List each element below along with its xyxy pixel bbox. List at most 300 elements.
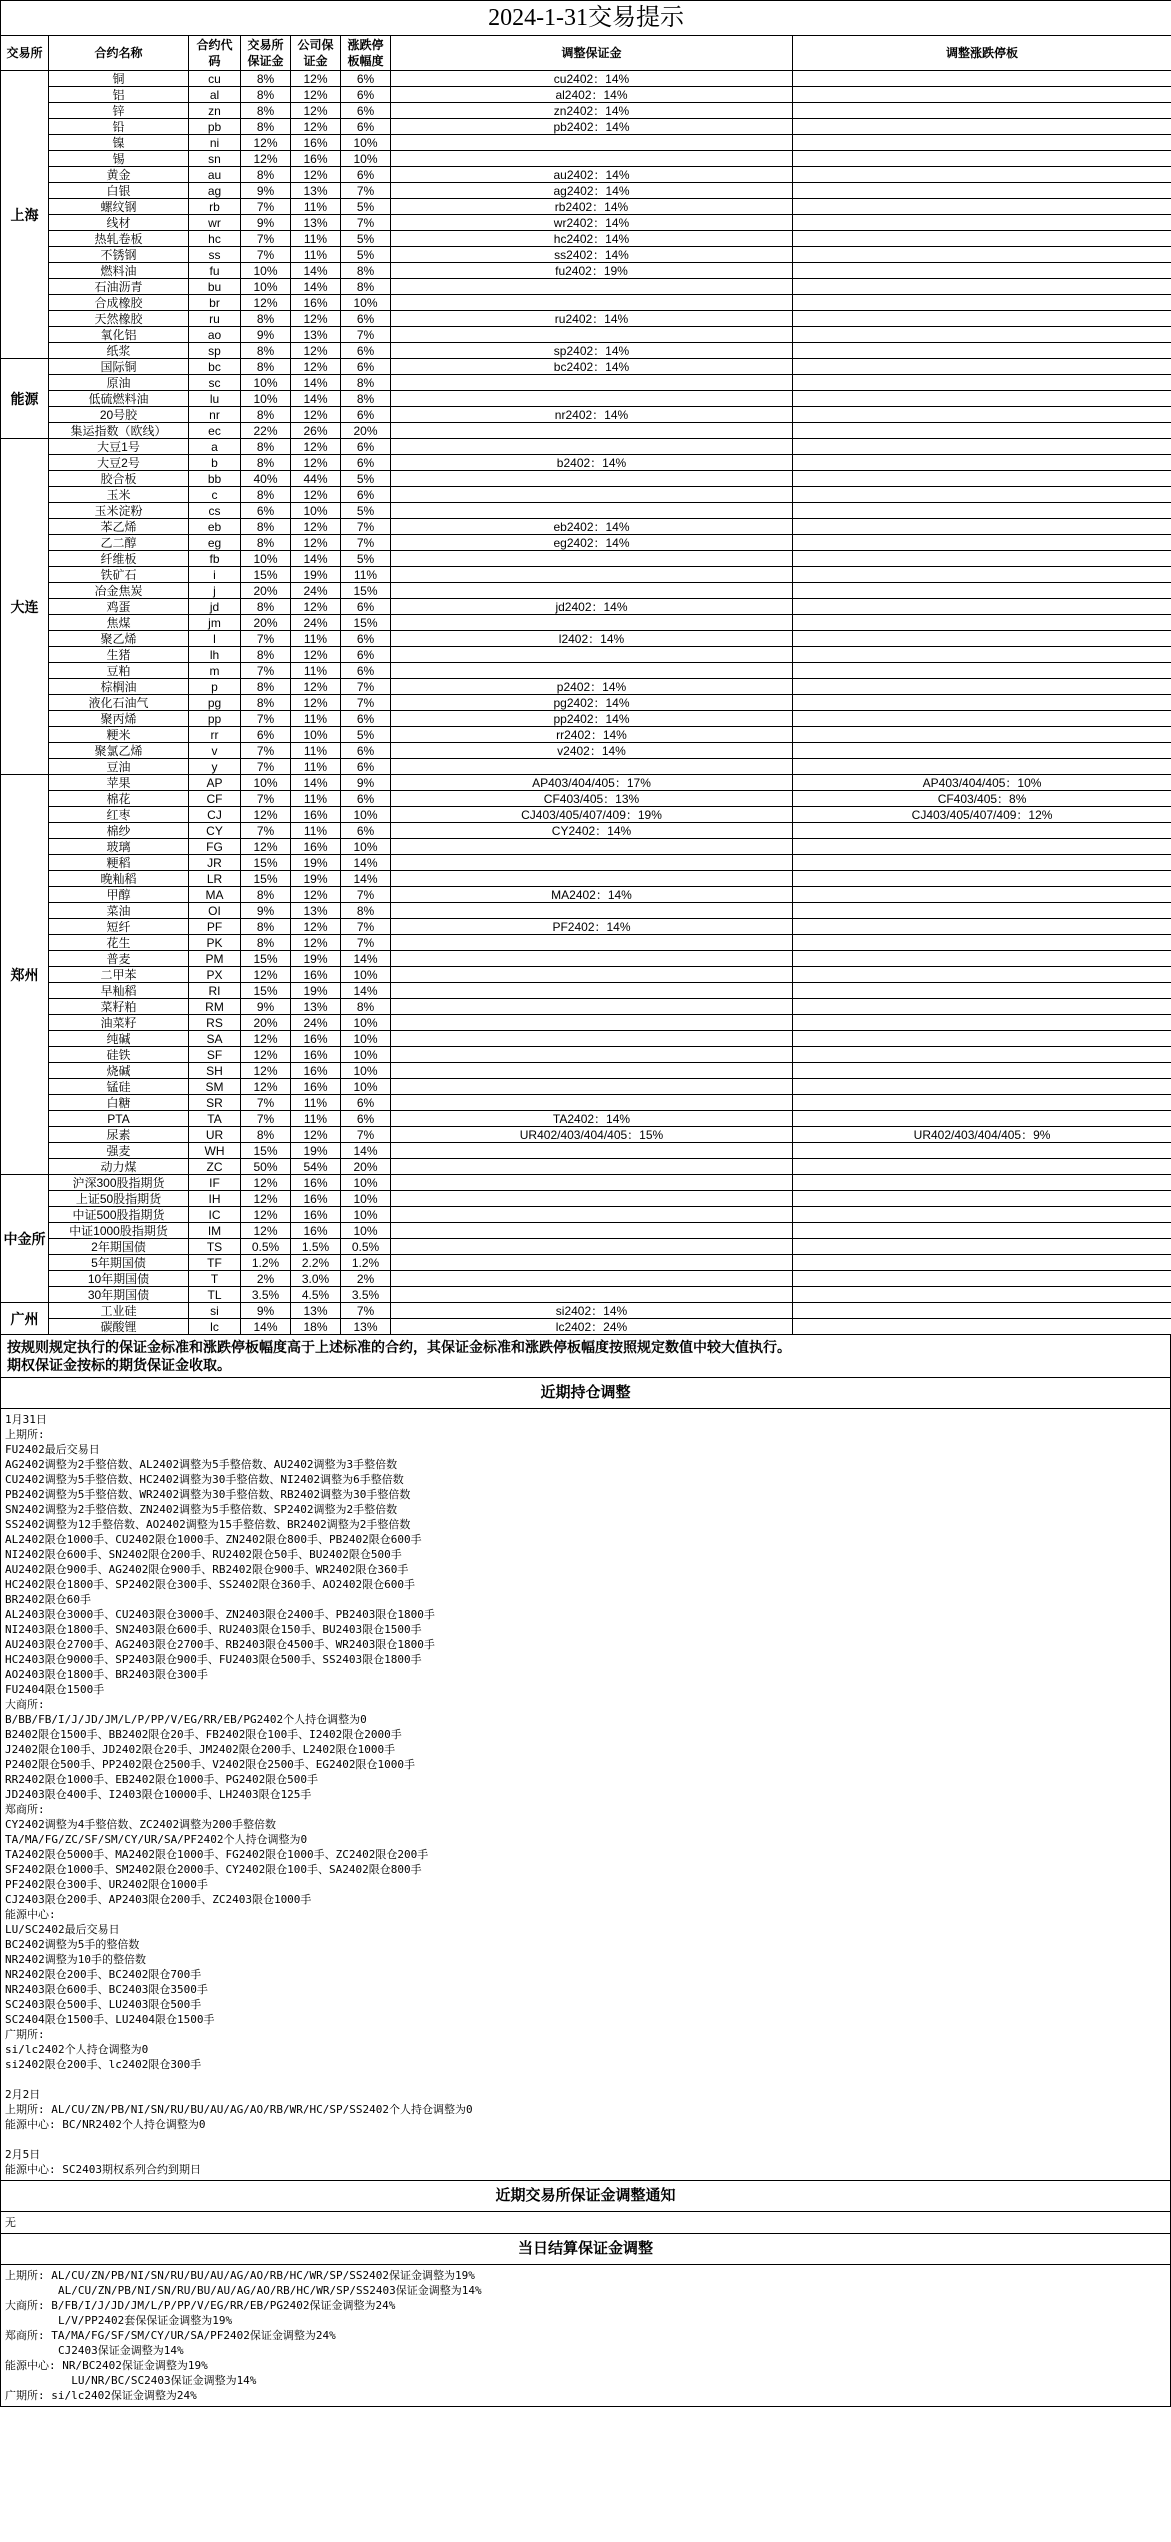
- adjusted-margin-cell: [391, 583, 793, 599]
- adjusted-limit-cell: CJ403/405/407/409：12%: [793, 807, 1171, 823]
- table-row: [1, 87, 1171, 103]
- adjusted-limit-cell: [793, 215, 1171, 231]
- table-row: [1, 711, 1171, 727]
- position-line: SC2404限仓1500手、LU2404限仓1500手: [5, 2013, 215, 2026]
- header-company-margin: 公司保证金: [291, 36, 341, 71]
- table-row: [1, 359, 1171, 375]
- table-row: [1, 231, 1171, 247]
- table-row: [1, 487, 1171, 503]
- contract-name-cell: 氧化铝: [49, 327, 189, 343]
- contract-name-cell: 铜: [49, 71, 189, 87]
- table-row: [1, 791, 1171, 807]
- contract-name-cell: 菜油: [49, 903, 189, 919]
- adjusted-margin-cell: [391, 1079, 793, 1095]
- exchange-margin-cell: 12%: [241, 1031, 291, 1047]
- exchange-margin-cell: 22%: [241, 423, 291, 439]
- table-row: [1, 1095, 1171, 1111]
- company-margin-cell: 13%: [291, 215, 341, 231]
- adjusted-margin-cell: [391, 1047, 793, 1063]
- position-line: SS2402调整为12手整倍数、AO2402调整为15手整倍数、BR2402调整为2手整倍数: [5, 1518, 411, 1531]
- position-line: 2月5日: [5, 2148, 41, 2161]
- table-row: [1, 855, 1171, 871]
- contract-name-cell: 锌: [49, 103, 189, 119]
- company-margin-cell: 11%: [291, 711, 341, 727]
- exchange-margin-cell: 8%: [241, 407, 291, 423]
- adjusted-margin-cell: [391, 1015, 793, 1031]
- adjusted-margin-cell: cu2402：14%: [391, 71, 793, 87]
- contract-code-cell: IF: [189, 1175, 241, 1191]
- table-row: [1, 647, 1171, 663]
- adjusted-margin-cell: ss2402：14%: [391, 247, 793, 263]
- table-row: [1, 119, 1171, 135]
- company-margin-cell: 54%: [291, 1159, 341, 1175]
- contract-code-cell: cu: [189, 71, 241, 87]
- settlement-adjust-title: 当日结算保证金调整: [0, 2234, 1171, 2265]
- contract-code-cell: jm: [189, 615, 241, 631]
- adjusted-limit-cell: [793, 119, 1171, 135]
- company-margin-cell: 12%: [291, 407, 341, 423]
- exchange-margin-cell: 12%: [241, 1207, 291, 1223]
- adjusted-margin-cell: [391, 1287, 793, 1303]
- contract-code-cell: b: [189, 455, 241, 471]
- limit-range-cell: 10%: [341, 135, 391, 151]
- table-row: [1, 775, 1171, 791]
- limit-range-cell: 7%: [341, 535, 391, 551]
- limit-range-cell: 6%: [341, 743, 391, 759]
- table-row: [1, 247, 1171, 263]
- exchange-margin-cell: 9%: [241, 999, 291, 1015]
- adjusted-limit-cell: [793, 727, 1171, 743]
- adjusted-margin-cell: CJ403/405/407/409：19%: [391, 807, 793, 823]
- limit-range-cell: 5%: [341, 231, 391, 247]
- contract-code-cell: rb: [189, 199, 241, 215]
- position-line: CU2402调整为5手整倍数、HC2402调整为30手整倍数、NI2402调整为6手整倍数: [5, 1473, 404, 1486]
- limit-range-cell: 7%: [341, 887, 391, 903]
- position-line: NI2403限仓1800手、SN2403限仓600手、RU2403限仓150手、BU2403限仓1500手: [5, 1623, 422, 1636]
- contract-code-cell: fb: [189, 551, 241, 567]
- contract-code-cell: lc: [189, 1319, 241, 1335]
- adjusted-margin-cell: bc2402：14%: [391, 359, 793, 375]
- table-row: [1, 215, 1171, 231]
- company-margin-cell: 16%: [291, 839, 341, 855]
- header-adjusted-margin: 调整保证金: [391, 36, 793, 71]
- contract-code-cell: si: [189, 1303, 241, 1319]
- company-margin-cell: 16%: [291, 807, 341, 823]
- exchange-margin-cell: 7%: [241, 743, 291, 759]
- adjusted-limit-cell: [793, 1031, 1171, 1047]
- limit-range-cell: 8%: [341, 903, 391, 919]
- company-margin-cell: 16%: [291, 1223, 341, 1239]
- contract-code-cell: eb: [189, 519, 241, 535]
- table-row: [1, 999, 1171, 1015]
- adjusted-limit-cell: [793, 183, 1171, 199]
- table-row: [1, 583, 1171, 599]
- adjusted-margin-cell: hc2402：14%: [391, 231, 793, 247]
- table-header-row: [1, 36, 1171, 71]
- adjusted-margin-cell: [391, 471, 793, 487]
- adjusted-limit-cell: [793, 1175, 1171, 1191]
- position-line: CY2402调整为4手整倍数、ZC2402调整为200手整倍数: [5, 1818, 276, 1831]
- position-line: AU2403限仓2700手、AG2403限仓2700手、RB2403限仓4500手、WR2403限仓1800手: [5, 1638, 435, 1651]
- contract-code-cell: lu: [189, 391, 241, 407]
- adjusted-limit-cell: [793, 231, 1171, 247]
- company-margin-cell: 11%: [291, 631, 341, 647]
- limit-range-cell: 6%: [341, 343, 391, 359]
- contract-code-cell: RI: [189, 983, 241, 999]
- settlement-line: LU/NR/BC/SC2403保证金调整为14%: [5, 2374, 257, 2387]
- position-line: AL2403限仓3000手、CU2403限仓3000手、ZN2403限仓2400手、PB2403限仓1800手: [5, 1608, 435, 1621]
- limit-range-cell: 8%: [341, 263, 391, 279]
- position-line: 上期所:: [5, 1428, 45, 1441]
- contract-code-cell: SF: [189, 1047, 241, 1063]
- company-margin-cell: 19%: [291, 951, 341, 967]
- company-margin-cell: 12%: [291, 455, 341, 471]
- settlement-line: 上期所: AL/CU/ZN/PB/NI/SN/RU/BU/AU/AG/AO/RB/HC/WR/SP/SS2402保证金调整为19%: [5, 2269, 475, 2282]
- exchange-margin-cell: 15%: [241, 1143, 291, 1159]
- contract-code-cell: IC: [189, 1207, 241, 1223]
- contract-name-cell: 不锈钢: [49, 247, 189, 263]
- company-margin-cell: 11%: [291, 231, 341, 247]
- limit-range-cell: 15%: [341, 615, 391, 631]
- rules-note-2: 期权保证金按标的期货保证金收取。: [7, 1357, 231, 1373]
- contract-name-cell: 沪深300股指期货: [49, 1175, 189, 1191]
- table-row: [1, 295, 1171, 311]
- adjusted-limit-cell: [793, 903, 1171, 919]
- header-contract-code: 合约代码: [189, 36, 241, 71]
- contract-name-cell: 棉纱: [49, 823, 189, 839]
- exchange-margin-cell: 1.2%: [241, 1255, 291, 1271]
- limit-range-cell: 7%: [341, 695, 391, 711]
- exchange-margin-cell: 6%: [241, 727, 291, 743]
- adjusted-limit-cell: [793, 279, 1171, 295]
- limit-range-cell: 14%: [341, 951, 391, 967]
- page-title: 2024-1-31交易提示: [1, 1, 1171, 36]
- table-row: [1, 807, 1171, 823]
- company-margin-cell: 13%: [291, 999, 341, 1015]
- adjusted-limit-cell: [793, 919, 1171, 935]
- position-line: [5, 2132, 1166, 2147]
- position-line: SN2402调整为2手整倍数、ZN2402调整为5手整倍数、SP2402调整为2手整倍数: [5, 1503, 398, 1516]
- contract-name-cell: 石油沥青: [49, 279, 189, 295]
- limit-range-cell: 5%: [341, 727, 391, 743]
- adjusted-margin-cell: [391, 551, 793, 567]
- contract-code-cell: bc: [189, 359, 241, 375]
- exchange-margin-cell: 8%: [241, 119, 291, 135]
- table-row: [1, 535, 1171, 551]
- adjusted-margin-cell: [391, 1223, 793, 1239]
- adjusted-margin-cell: rr2402：14%: [391, 727, 793, 743]
- table-row: [1, 951, 1171, 967]
- exchange-margin-cell: 9%: [241, 903, 291, 919]
- position-line: 1月31日: [5, 1413, 47, 1426]
- table-row: [1, 167, 1171, 183]
- position-line: SF2402限仓1000手、SM2402限仓2000手、CY2402限仓100手、SA2402限仓800手: [5, 1863, 422, 1876]
- adjusted-limit-cell: [793, 759, 1171, 775]
- table-row: [1, 1127, 1171, 1143]
- position-line: 能源中心: SC2403期权系列合约到期日: [5, 2163, 201, 2176]
- table-row: [1, 1223, 1171, 1239]
- adjusted-margin-cell: [391, 1255, 793, 1271]
- limit-range-cell: 6%: [341, 455, 391, 471]
- company-margin-cell: 11%: [291, 791, 341, 807]
- limit-range-cell: 14%: [341, 855, 391, 871]
- adjusted-limit-cell: [793, 471, 1171, 487]
- limit-range-cell: 10%: [341, 295, 391, 311]
- company-margin-cell: 2.2%: [291, 1255, 341, 1271]
- contract-code-cell: cs: [189, 503, 241, 519]
- adjusted-limit-cell: [793, 327, 1171, 343]
- exchange-margin-cell: 15%: [241, 567, 291, 583]
- table-row: [1, 631, 1171, 647]
- adjusted-margin-cell: [391, 1271, 793, 1287]
- contract-name-cell: 强麦: [49, 1143, 189, 1159]
- table-row: [1, 983, 1171, 999]
- adjusted-limit-cell: [793, 743, 1171, 759]
- contract-code-cell: JR: [189, 855, 241, 871]
- adjusted-limit-cell: [793, 359, 1171, 375]
- company-margin-cell: 11%: [291, 247, 341, 263]
- exchange-cell: 大连: [1, 439, 49, 775]
- contract-name-cell: 烧碱: [49, 1063, 189, 1079]
- company-margin-cell: 1.5%: [291, 1239, 341, 1255]
- adjusted-margin-cell: wr2402：14%: [391, 215, 793, 231]
- limit-range-cell: 10%: [341, 839, 391, 855]
- contract-name-cell: 冶金焦炭: [49, 583, 189, 599]
- contract-code-cell: bb: [189, 471, 241, 487]
- table-row: [1, 887, 1171, 903]
- contract-code-cell: hc: [189, 231, 241, 247]
- contract-name-cell: 胶合板: [49, 471, 189, 487]
- contract-name-cell: 聚乙烯: [49, 631, 189, 647]
- contract-code-cell: PM: [189, 951, 241, 967]
- adjusted-limit-cell: [793, 71, 1171, 87]
- adjusted-limit-cell: [793, 679, 1171, 695]
- contract-code-cell: CJ: [189, 807, 241, 823]
- adjusted-limit-cell: [793, 551, 1171, 567]
- exchange-margin-cell: 8%: [241, 695, 291, 711]
- contract-name-cell: 苹果: [49, 775, 189, 791]
- contract-code-cell: TA: [189, 1111, 241, 1127]
- limit-range-cell: 7%: [341, 183, 391, 199]
- settlement-line: 能源中心: NR/BC2402保证金调整为19%: [5, 2359, 208, 2372]
- company-margin-cell: 16%: [291, 1191, 341, 1207]
- adjusted-limit-cell: [793, 983, 1171, 999]
- rules-note-1: 按规则规定执行的保证金标准和涨跌停板幅度高于上述标准的合约，其保证金标准和涨跌停板幅度按照规定数值中较大值执行。: [7, 1339, 791, 1355]
- table-row: [1, 183, 1171, 199]
- adjusted-limit-cell: [793, 151, 1171, 167]
- exchange-margin-cell: 10%: [241, 551, 291, 567]
- contract-code-cell: WH: [189, 1143, 241, 1159]
- contract-code-cell: au: [189, 167, 241, 183]
- table-row: [1, 823, 1171, 839]
- contract-code-cell: TF: [189, 1255, 241, 1271]
- adjusted-margin-cell: MA2402：14%: [391, 887, 793, 903]
- contract-name-cell: 玉米: [49, 487, 189, 503]
- contract-name-cell: 5年期国债: [49, 1255, 189, 1271]
- exchange-margin-cell: 9%: [241, 215, 291, 231]
- contract-name-cell: 工业硅: [49, 1303, 189, 1319]
- settlement-line: 大商所: B/FB/I/J/JD/JM/L/P/PP/V/EG/RR/EB/PG2402保证金调整为24%: [5, 2299, 396, 2312]
- company-margin-cell: 16%: [291, 151, 341, 167]
- company-margin-cell: 16%: [291, 295, 341, 311]
- limit-range-cell: 10%: [341, 151, 391, 167]
- company-margin-cell: 10%: [291, 727, 341, 743]
- adjusted-margin-cell: [391, 663, 793, 679]
- adjusted-limit-cell: [793, 871, 1171, 887]
- adjusted-margin-cell: AP403/404/405：17%: [391, 775, 793, 791]
- table-row: [1, 1079, 1171, 1095]
- contract-name-cell: 棉花: [49, 791, 189, 807]
- company-margin-cell: 13%: [291, 327, 341, 343]
- adjusted-margin-cell: [391, 503, 793, 519]
- position-line: 郑商所:: [5, 1803, 45, 1816]
- table-row: [1, 327, 1171, 343]
- limit-range-cell: 10%: [341, 1047, 391, 1063]
- exchange-cell: 上海: [1, 71, 49, 359]
- adjusted-margin-cell: [391, 903, 793, 919]
- contract-name-cell: 晚籼稻: [49, 871, 189, 887]
- position-line: 能源中心: BC/NR2402个人持仓调整为0: [5, 2118, 206, 2131]
- table-row: [1, 279, 1171, 295]
- adjusted-limit-cell: [793, 583, 1171, 599]
- contract-code-cell: l: [189, 631, 241, 647]
- position-line: AO2403限仓1800手、BR2403限仓300手: [5, 1668, 208, 1681]
- company-margin-cell: 13%: [291, 903, 341, 919]
- limit-range-cell: 14%: [341, 1143, 391, 1159]
- position-line: TA/MA/FG/ZC/SF/SM/CY/UR/SA/PF2402个人持仓调整为0: [5, 1833, 308, 1846]
- contract-name-cell: 大豆2号: [49, 455, 189, 471]
- company-margin-cell: 26%: [291, 423, 341, 439]
- contract-code-cell: ru: [189, 311, 241, 327]
- contract-name-cell: 焦煤: [49, 615, 189, 631]
- contract-code-cell: CF: [189, 791, 241, 807]
- table-row: [1, 1143, 1171, 1159]
- contract-name-cell: 白糖: [49, 1095, 189, 1111]
- exchange-margin-cell: 7%: [241, 231, 291, 247]
- exchange-margin-cell: 8%: [241, 535, 291, 551]
- margin-notice-title: 近期交易所保证金调整通知: [0, 2181, 1171, 2212]
- exchange-margin-cell: 20%: [241, 1015, 291, 1031]
- contract-code-cell: T: [189, 1271, 241, 1287]
- limit-range-cell: 6%: [341, 759, 391, 775]
- contract-code-cell: p: [189, 679, 241, 695]
- adjusted-limit-cell: [793, 343, 1171, 359]
- table-row: [1, 551, 1171, 567]
- company-margin-cell: 3.0%: [291, 1271, 341, 1287]
- contract-code-cell: rr: [189, 727, 241, 743]
- exchange-margin-cell: 8%: [241, 311, 291, 327]
- contract-code-cell: IM: [189, 1223, 241, 1239]
- exchange-margin-cell: 7%: [241, 759, 291, 775]
- adjusted-margin-cell: [391, 1143, 793, 1159]
- adjusted-limit-cell: [793, 1111, 1171, 1127]
- exchange-margin-cell: 10%: [241, 263, 291, 279]
- adjusted-limit-cell: [793, 1063, 1171, 1079]
- contract-name-cell: 2年期国债: [49, 1239, 189, 1255]
- adjusted-limit-cell: [793, 375, 1171, 391]
- limit-range-cell: 5%: [341, 247, 391, 263]
- contract-code-cell: OI: [189, 903, 241, 919]
- position-line: PB2402调整为5手整倍数、WR2402调整为30手整倍数、RB2402调整为30手整倍数: [5, 1488, 411, 1501]
- contract-code-cell: m: [189, 663, 241, 679]
- exchange-margin-cell: 15%: [241, 951, 291, 967]
- company-margin-cell: 16%: [291, 967, 341, 983]
- position-line: 上期所: AL/CU/ZN/PB/NI/SN/RU/BU/AU/AG/AO/RB/WR/HC/SP/SS2402个人持仓调整为0: [5, 2103, 473, 2116]
- position-line: B2402限仓1500手、BB2402限仓20手、FB2402限仓100手、I2402限仓2000手: [5, 1728, 402, 1741]
- adjusted-limit-cell: [793, 519, 1171, 535]
- exchange-margin-cell: 8%: [241, 1127, 291, 1143]
- company-margin-cell: 16%: [291, 1031, 341, 1047]
- contract-name-cell: 20号胶: [49, 407, 189, 423]
- contract-name-cell: 热轧卷板: [49, 231, 189, 247]
- position-line: si/lc2402个人持仓调整为0: [5, 2043, 149, 2056]
- table-row: [1, 567, 1171, 583]
- company-margin-cell: 12%: [291, 599, 341, 615]
- limit-range-cell: 10%: [341, 967, 391, 983]
- contract-name-cell: 短纤: [49, 919, 189, 935]
- table-row: [1, 1191, 1171, 1207]
- exchange-cell: 能源: [1, 359, 49, 439]
- exchange-margin-cell: 12%: [241, 151, 291, 167]
- table-row: [1, 263, 1171, 279]
- contract-name-cell: 鸡蛋: [49, 599, 189, 615]
- contract-name-cell: 铁矿石: [49, 567, 189, 583]
- adjusted-limit-cell: [793, 1095, 1171, 1111]
- adjusted-limit-cell: [793, 455, 1171, 471]
- contract-name-cell: 天然橡胶: [49, 311, 189, 327]
- exchange-margin-cell: 12%: [241, 1191, 291, 1207]
- adjusted-limit-cell: [793, 599, 1171, 615]
- contract-code-cell: bu: [189, 279, 241, 295]
- contract-code-cell: UR: [189, 1127, 241, 1143]
- settlement-line: 广期所: si/lc2402保证金调整为24%: [5, 2389, 197, 2402]
- contract-name-cell: 油菜籽: [49, 1015, 189, 1031]
- adjusted-margin-cell: [391, 279, 793, 295]
- exchange-margin-cell: 0.5%: [241, 1239, 291, 1255]
- contract-code-cell: PK: [189, 935, 241, 951]
- contract-name-cell: 黄金: [49, 167, 189, 183]
- table-row: [1, 1111, 1171, 1127]
- contract-code-cell: pb: [189, 119, 241, 135]
- exchange-margin-cell: 8%: [241, 935, 291, 951]
- table-row: [1, 1175, 1171, 1191]
- company-margin-cell: 14%: [291, 375, 341, 391]
- exchange-margin-cell: 20%: [241, 583, 291, 599]
- exchange-margin-cell: 14%: [241, 1319, 291, 1335]
- adjusted-limit-cell: [793, 823, 1171, 839]
- company-margin-cell: 11%: [291, 759, 341, 775]
- adjusted-limit-cell: [793, 1159, 1171, 1175]
- company-margin-cell: 16%: [291, 135, 341, 151]
- table-row: [1, 407, 1171, 423]
- position-adjust-title: 近期持仓调整: [0, 1378, 1171, 1409]
- adjusted-limit-cell: [793, 535, 1171, 551]
- company-margin-cell: 12%: [291, 647, 341, 663]
- company-margin-cell: 11%: [291, 1095, 341, 1111]
- limit-range-cell: 8%: [341, 279, 391, 295]
- adjusted-limit-cell: [793, 1191, 1171, 1207]
- exchange-margin-cell: 10%: [241, 775, 291, 791]
- table-row: [1, 903, 1171, 919]
- table-row: [1, 1047, 1171, 1063]
- adjusted-margin-cell: [391, 855, 793, 871]
- position-line: FU2404限仓1500手: [5, 1683, 105, 1696]
- table-row: [1, 311, 1171, 327]
- adjusted-margin-cell: [391, 935, 793, 951]
- limit-range-cell: 14%: [341, 871, 391, 887]
- exchange-margin-cell: 6%: [241, 503, 291, 519]
- adjusted-margin-cell: CY2402：14%: [391, 823, 793, 839]
